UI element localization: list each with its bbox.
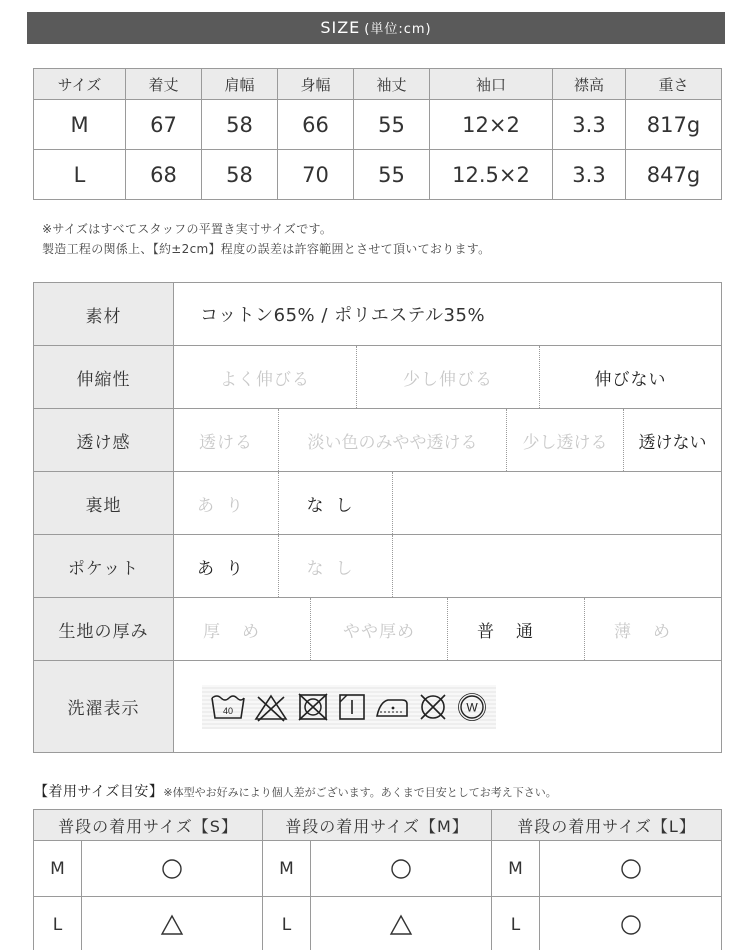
table-cell: 3.3 (553, 150, 626, 200)
lining-option: あり (174, 472, 279, 534)
size-col-header: 袖口 (430, 69, 553, 100)
spec-row-pocket (34, 535, 722, 598)
fit-size-cell: L (492, 897, 540, 950)
fit-mark-cell (311, 841, 492, 897)
table-cell: 58 (202, 150, 278, 200)
pocket-option: あり (174, 535, 279, 597)
size-col-header: サイズ (34, 69, 126, 100)
table-cell: 3.3 (553, 100, 626, 150)
spec-label: 透け感 (34, 409, 174, 472)
fit-mark-cell (311, 897, 492, 950)
lining-empty (393, 472, 721, 534)
spec-label: 素材 (34, 283, 174, 346)
fit-guide-table (33, 809, 722, 950)
circle-mark-icon (619, 858, 643, 880)
spec-table (33, 282, 722, 753)
table-cell: L (34, 150, 126, 200)
fit-mark-cell (82, 841, 263, 897)
spec-row-care (34, 661, 722, 753)
wash-temp: 40 (222, 705, 233, 716)
material-value: コットン65% / ポリエステル35% (200, 305, 486, 326)
fit-col-header: 普段の着用サイズ【S】 (34, 810, 263, 841)
circle-mark-icon (160, 858, 184, 880)
fit-col-header: 普段の着用サイズ【L】 (492, 810, 722, 841)
spec-label: ポケット (34, 535, 174, 598)
wet-clean-icon (456, 692, 488, 722)
spec-label: 洗濯表示 (34, 661, 174, 753)
table-cell: 66 (278, 100, 354, 150)
sheer-option: 少し透ける (507, 409, 624, 471)
sheer-option: 透けない (638, 432, 707, 453)
fit-mark-cell (540, 897, 722, 950)
triangle-mark-icon (160, 914, 184, 936)
size-section-header (27, 12, 725, 44)
pocket-empty (393, 535, 721, 597)
spec-row-sheer (34, 409, 722, 472)
size-title: SIZE (320, 18, 361, 37)
spec-label: 生地の厚み (34, 598, 174, 661)
spec-values (174, 346, 722, 409)
table-cell: 55 (354, 100, 430, 150)
stretch-option: 伸びない (594, 369, 667, 390)
fit-mark-cell (82, 897, 263, 950)
spec-row-lining (34, 472, 722, 535)
spec-values (174, 409, 722, 472)
no-dry-clean-icon (417, 692, 449, 722)
fit-size-cell: M (492, 841, 540, 897)
tolerance-note: 製造工程の関係上、【約±2cm】程度の誤差は許容範囲とさせて頂いております。 (42, 242, 491, 256)
stretch-option: よく伸びる (174, 346, 357, 408)
table-row (34, 897, 722, 950)
spec-row-thickness (34, 598, 722, 661)
size-col-header: 身幅 (278, 69, 354, 100)
size-col-header: 着丈 (126, 69, 202, 100)
fit-size-cell: M (34, 841, 82, 897)
thickness-option: 薄め (614, 621, 692, 642)
care-labels (202, 685, 496, 729)
size-table-header-row (34, 69, 722, 100)
size-table (33, 68, 722, 200)
size-col-header: 袖丈 (354, 69, 430, 100)
wash-40-icon (210, 692, 246, 722)
table-cell: 58 (202, 100, 278, 150)
table-cell: 55 (354, 150, 430, 200)
sheer-option: 透ける (174, 409, 279, 471)
wet-clean-letter: W (466, 700, 479, 714)
fit-header-row (34, 810, 722, 841)
triangle-mark-icon (389, 914, 413, 936)
spec-values (174, 283, 722, 346)
table-cell: 847g (626, 150, 722, 200)
circle-mark-icon (619, 914, 643, 936)
unit-label: (単位:cm) (364, 22, 432, 37)
table-row (34, 100, 722, 150)
table-row (34, 150, 722, 200)
table-cell: 67 (126, 100, 202, 150)
fit-col-header: 普段の着用サイズ【M】 (263, 810, 492, 841)
fit-mark-cell (540, 841, 722, 897)
thickness-option: 普通 (448, 598, 585, 660)
spec-row-material (34, 283, 722, 346)
stretch-option: 少し伸びる (357, 346, 540, 408)
table-cell: 70 (278, 150, 354, 200)
fit-guide-note: ※体型やお好みにより個人差がございます。あくまで目安としてお考え下さい。 (163, 786, 557, 799)
spec-values (174, 598, 722, 661)
line-dry-icon (337, 692, 367, 722)
table-cell: 817g (626, 100, 722, 150)
size-note: ※サイズはすべてスタッフの平置き実寸サイズです。 (42, 222, 333, 236)
pocket-option: なし (279, 535, 393, 597)
thickness-option: やや厚め (311, 598, 448, 660)
fit-size-cell: M (263, 841, 311, 897)
table-cell: 12.5×2 (430, 150, 553, 200)
table-cell: M (34, 100, 126, 150)
spec-label: 伸縮性 (34, 346, 174, 409)
spec-row-stretch (34, 346, 722, 409)
sheer-option: 淡い色のみやや透ける (279, 409, 507, 471)
size-col-header: 肩幅 (202, 69, 278, 100)
spec-label: 裏地 (34, 472, 174, 535)
fit-size-cell: L (263, 897, 311, 950)
fit-guide-title (34, 781, 557, 801)
no-bleach-icon (253, 692, 289, 722)
circle-mark-icon (389, 858, 413, 880)
lining-option: なし (279, 472, 393, 534)
size-col-header: 襟高 (553, 69, 626, 100)
thickness-option: 厚め (174, 598, 311, 660)
table-cell: 12×2 (430, 100, 553, 150)
fit-size-cell: L (34, 897, 82, 950)
spec-values (174, 661, 722, 753)
table-row (34, 841, 722, 897)
table-cell: 68 (126, 150, 202, 200)
spec-values (174, 472, 722, 535)
fit-guide-heading: 【着用サイズ目安】 (34, 784, 164, 800)
iron-low-icon (374, 692, 410, 722)
no-tumble-dry-icon (296, 692, 330, 722)
spec-values (174, 535, 722, 598)
size-col-header: 重さ (626, 69, 722, 100)
